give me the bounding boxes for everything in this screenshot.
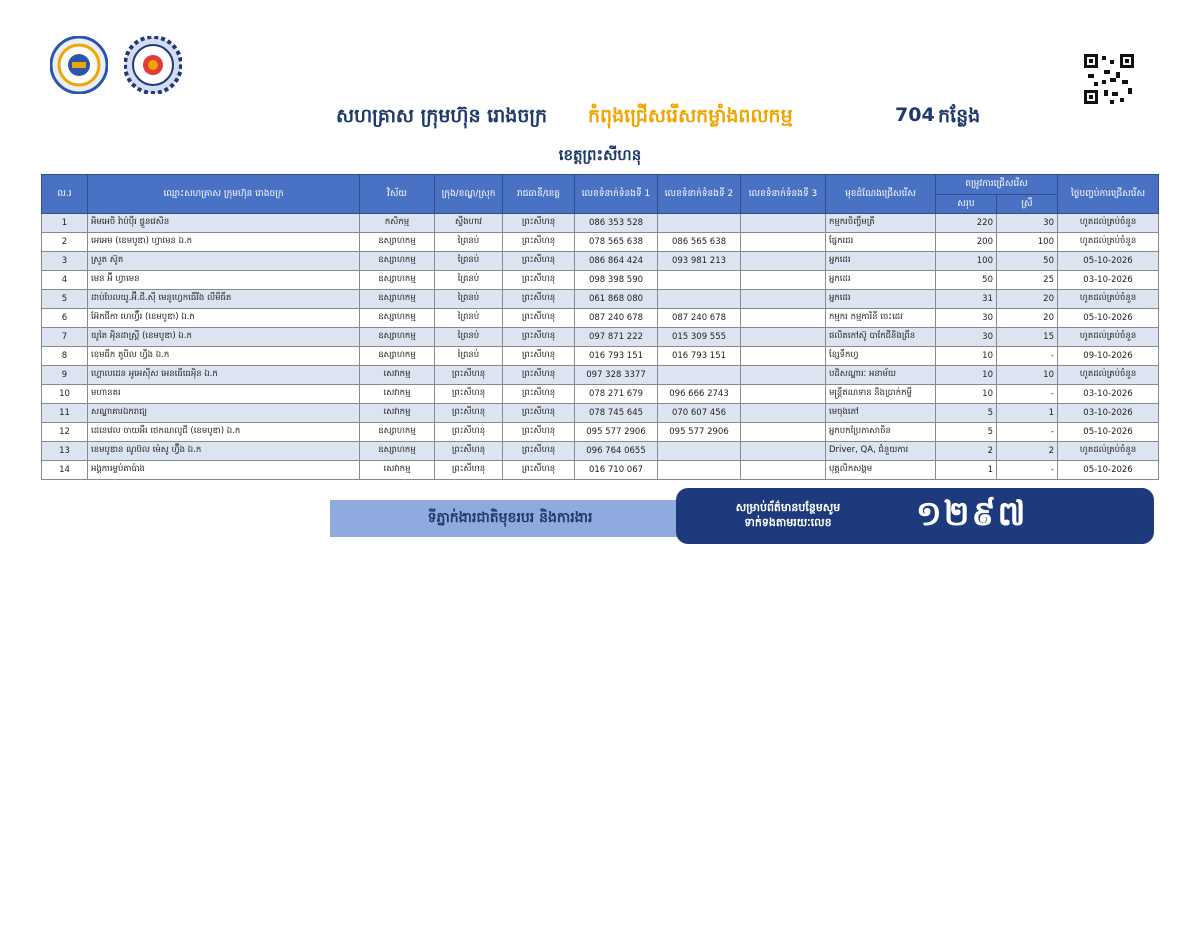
cell-province: ព្រះសីហនុ [503,423,575,442]
cell-position: អ្នកដេរ [826,252,936,271]
title-count: 704 [895,104,935,126]
cell-deadline: ហូតដល់គ្រប់ចំនួន [1058,328,1159,347]
cell-sector: សេវាកម្ម [360,404,435,423]
cell-district: ព្រះសីហនុ [435,385,503,404]
cell-total: 31 [936,290,997,309]
cell-district: ព្រៃនប់ [435,328,503,347]
cell-no: 8 [42,347,88,366]
cell-position: ផលិតកៅស៊ូ បាកែជីនិងព្រីន [826,328,936,347]
province-title: ខេត្តព្រះសីហនុ [558,146,642,164]
cell-total: 10 [936,366,997,385]
cell-deadline: ហូតដល់គ្រប់ចំនួន [1058,290,1159,309]
cell-deadline: 05-10-2026 [1058,461,1159,480]
cell-total: 200 [936,233,997,252]
cell-female: - [997,423,1058,442]
contact-line-1: សម្រាប់ព័ត៌មានបន្ថែមសូម [735,501,841,514]
cell-total: 30 [936,309,997,328]
cell-phone3[interactable] [741,271,826,290]
hotline-banner [676,488,1154,544]
cell-position: អ្នកដេរ [826,290,936,309]
cell-phone2[interactable]: 015 309 555 [658,328,741,347]
cell-total: 10 [936,347,997,366]
table-row [42,214,1159,233]
cell-sector: ឧស្សាហកម្ម [360,423,435,442]
cell-female: 1 [997,404,1058,423]
cell-district: ព្រៃនប់ [435,252,503,271]
cell-phone1[interactable]: 095 577 2906 [575,423,658,442]
cell-phone2[interactable] [658,442,741,461]
col-total: សរុប [936,195,997,214]
cell-district: ព្រៃនប់ [435,271,503,290]
cell-deadline: 03-10-2026 [1058,385,1159,404]
cell-female: 50 [997,252,1058,271]
cell-female: - [997,347,1058,366]
hotline-number[interactable]: ១២៩៧ [916,494,1028,534]
cell-province: ព្រះសីហនុ [503,328,575,347]
cell-sector: ឧស្សាហកម្ម [360,290,435,309]
cell-company: សណ្ឋាគារឯករាជ្យ [88,404,360,423]
cell-province: ព្រះសីហនុ [503,347,575,366]
cell-sector: ឧស្សាហកម្ម [360,328,435,347]
cell-total: 220 [936,214,997,233]
cell-phone1[interactable]: 061 868 080 [575,290,658,309]
cell-total: 5 [936,423,997,442]
cell-phone2[interactable]: 086 565 638 [658,233,741,252]
cell-no: 14 [42,461,88,480]
cell-phone3[interactable] [741,423,826,442]
cell-phone1[interactable]: 086 353 528 [575,214,658,233]
table-row [42,461,1159,480]
cell-sector: ឧស្សាហកម្ម [360,347,435,366]
cell-no: 4 [42,271,88,290]
cell-company: អិមអេចិ វ៉ាប៉ប៉ឺរ ផ្គួនវេសិន [88,214,360,233]
cell-company: ខេមធីក តូបិល ហ្វីង ឯ.ក [88,347,360,366]
title-recruiting: កំពុងជ្រើសរើសកម្លាំងពលកម្ម [588,105,793,127]
cell-company: ស្រួត ស៊ូត [88,252,360,271]
cell-company: យូតៃ អុិនដាស្ត្រី (ខេមបូឌា) ឯ.ក [88,328,360,347]
cell-province: ព្រះសីហនុ [503,385,575,404]
cell-deadline: ហូតដល់គ្រប់ចំនួន [1058,233,1159,252]
cell-female: - [997,385,1058,404]
job-table [41,174,1159,480]
cell-province: ព្រះសីហនុ [503,214,575,233]
cell-phone2[interactable]: 070 607 456 [658,404,741,423]
cell-phone3[interactable] [741,252,826,271]
col-phone3: លេខទំនាក់ទំនងទី 3 [741,175,826,214]
cell-phone3[interactable] [741,328,826,347]
cell-no: 13 [42,442,88,461]
cell-province: ព្រះសីហនុ [503,233,575,252]
cell-deadline: ហូតដល់គ្រប់ចំនួន [1058,214,1159,233]
cell-province: ព្រះសីហនុ [503,309,575,328]
contact-label [718,500,858,530]
cell-phone2[interactable]: 016 793 151 [658,347,741,366]
table-row [42,271,1159,290]
cell-total: 2 [936,442,997,461]
cell-sector: សេវាកម្ម [360,461,435,480]
cell-phone3[interactable] [741,366,826,385]
cell-phone3[interactable] [741,309,826,328]
cell-district: ព្រៃនប់ [435,233,503,252]
cell-district: ព្រះសីហនុ [435,442,503,461]
cell-phone2[interactable]: 095 577 2906 [658,423,741,442]
cell-phone2[interactable]: 096 666 2743 [658,385,741,404]
cell-female: 30 [997,214,1058,233]
cell-province: ព្រះសីហនុ [503,404,575,423]
col-female: ស្រី [997,195,1058,214]
cell-phone3[interactable] [741,385,826,404]
col-deadline: ថ្ងៃបញ្ចប់ការជ្រើសរើស [1058,175,1159,214]
title-unit: កន្លែង [938,105,981,127]
cell-sector: សេវាកម្ម [360,385,435,404]
cell-phone1[interactable]: 096 764 0655 [575,442,658,461]
cell-phone3[interactable] [741,290,826,309]
agency-gear-emblem-icon [124,36,182,94]
cell-female: 100 [997,233,1058,252]
cell-no: 10 [42,385,88,404]
cell-no: 12 [42,423,88,442]
col-recruit-count: តម្រូវការជ្រើសរើស [936,175,1058,195]
cell-sector: កសិកម្ម [360,214,435,233]
cell-total: 50 [936,271,997,290]
cell-total: 5 [936,404,997,423]
cell-female: - [997,461,1058,480]
cell-phone2[interactable] [658,214,741,233]
cell-phone3[interactable] [741,461,826,480]
table-row [42,347,1159,366]
cell-phone3[interactable] [741,214,826,233]
cell-position: កម្មករចិញ្ចឹមត្រី [826,214,936,233]
col-no: ល.រ [42,175,88,214]
cell-company: ដាប់បែលយូ.អ៊ី.ជី.ស៊ី មេនូហ្វេកធើរីង លីមីធីត [88,290,360,309]
cell-phone1[interactable]: 087 240 678 [575,309,658,328]
title-companies: សហគ្រាស ក្រុមហ៊ុន រោងចក្រ [336,105,548,127]
cell-phone2[interactable] [658,290,741,309]
cell-phone3[interactable] [741,347,826,366]
cell-phone3[interactable] [741,404,826,423]
cell-position: Driver, QA, ជំនួយការ [826,442,936,461]
cell-company: ហ្គោលដេន អូអេស៊ីស អេនធើធេអុិន ឯ.ក [88,366,360,385]
cell-phone2[interactable] [658,461,741,480]
table-row [42,252,1159,271]
cell-no: 6 [42,309,88,328]
col-sector: វិស័យ [360,175,435,214]
table-row [42,366,1159,385]
cell-sector: ឧស្សាហកម្ម [360,309,435,328]
cell-sector: ឧស្សាហកម្ម [360,442,435,461]
cell-position: អ្នកដេរ [826,271,936,290]
cell-female: 2 [997,442,1058,461]
cell-position: មន្ត្រីឥណទាន និងប្រាក់កម្ចី [826,385,936,404]
cell-female: 15 [997,328,1058,347]
cell-phone1[interactable]: 097 328 3377 [575,366,658,385]
agency-banner [330,500,690,537]
cell-female: 20 [997,290,1058,309]
table-row [42,233,1159,252]
cell-female: 10 [997,366,1058,385]
cell-phone1[interactable]: 016 710 067 [575,461,658,480]
cell-district: ព្រះសីហនុ [435,461,503,480]
col-district: ក្រុង/ខណ្ឌ/ស្រុក [435,175,503,214]
cell-position: អ្នកបកប្រែភាសាចិន [826,423,936,442]
cell-province: ព្រះសីហនុ [503,461,575,480]
cell-phone1[interactable]: 098 398 590 [575,271,658,290]
cell-company: ដេនេវេល ចាយអឺរ ថេកណលូជី (ខេមបូឌា) ឯ.ក [88,423,360,442]
cell-district: ព្រះសីហនុ [435,423,503,442]
table-row [42,309,1159,328]
col-position: មុខដំណែងជ្រើសរើស [826,175,936,214]
cell-phone1[interactable]: 078 745 645 [575,404,658,423]
cell-province: ព្រះសីហនុ [503,290,575,309]
cell-phone1[interactable]: 078 271 679 [575,385,658,404]
cell-position: កម្មករ កម្មការិនី ចេះដេរ [826,309,936,328]
cell-province: ព្រះសីហនុ [503,271,575,290]
cell-phone2[interactable] [658,366,741,385]
cell-province: ព្រះសីហនុ [503,252,575,271]
cell-position: បុគ្គលិកសង្គម [826,461,936,480]
col-company: ឈ្មោះសហគ្រាស ក្រុមហ៊ុន រោងចក្រ [88,175,360,214]
cell-phone3[interactable] [741,233,826,252]
cell-total: 30 [936,328,997,347]
table-row [42,442,1159,461]
col-province: រាជធានី/ខេត្ត [503,175,575,214]
cell-district: ព្រៃនប់ [435,290,503,309]
table-row [42,385,1159,404]
cell-deadline: ហូតដល់គ្រប់ចំនួន [1058,442,1159,461]
cell-no: 7 [42,328,88,347]
cell-company: មេន អ៊ី ហ្វាមេន [88,271,360,290]
cell-district: ស្ទឹងហាវ [435,214,503,233]
cell-province: ព្រះសីហនុ [503,442,575,461]
cell-company: អេអេម (ខេមបូឌា) ហ្វាមេន ឯ.ក [88,233,360,252]
cell-position: ផ្នែកដេរ [826,233,936,252]
cell-deadline: 05-10-2026 [1058,252,1159,271]
cell-position: មេចុងភៅ [826,404,936,423]
cell-no: 1 [42,214,88,233]
ministry-emblem-icon [50,36,108,94]
cell-deadline: 05-10-2026 [1058,423,1159,442]
cell-total: 1 [936,461,997,480]
cell-phone1[interactable]: 086 864 424 [575,252,658,271]
cell-phone1[interactable]: 078 565 638 [575,233,658,252]
cell-female: 25 [997,271,1058,290]
table-row [42,328,1159,347]
cell-sector: ឧស្សាហកម្ម [360,252,435,271]
qr-code-icon[interactable] [1082,52,1136,106]
cell-no: 5 [42,290,88,309]
agency-name: ទីភ្នាក់ងារជាតិមុខរបរ និងការងារ [427,510,593,526]
table-row [42,404,1159,423]
cell-deadline: ហូតដល់គ្រប់ចំនួន [1058,366,1159,385]
cell-phone2[interactable]: 087 240 678 [658,309,741,328]
cell-sector: ឧស្សាហកម្ម [360,233,435,252]
cell-female: 20 [997,309,1058,328]
cell-phone2[interactable]: 093 981 213 [658,252,741,271]
cell-company: មហានគរ [88,385,360,404]
cell-no: 9 [42,366,88,385]
cell-deadline: 09-10-2026 [1058,347,1159,366]
cell-sector: ឧស្សាហកម្ម [360,271,435,290]
cell-phone1[interactable]: 016 793 151 [575,347,658,366]
cell-deadline: 03-10-2026 [1058,271,1159,290]
page-title [0,104,1200,134]
col-phone1: លេខទំនាក់ទំនងទី 1 [575,175,658,214]
cell-company: អ៊ែកជីកា ហេហ្វ៊ឺរ (ខេមបូឌា) ឯ.ក [88,309,360,328]
cell-position: បដិសណ្ឋារៈ អនាម័យ [826,366,936,385]
cell-district: ព្រៃនប់ [435,309,503,328]
cell-total: 10 [936,385,997,404]
cell-district: ព្រះសីហនុ [435,404,503,423]
cell-total: 100 [936,252,997,271]
cell-deadline: 05-10-2026 [1058,309,1159,328]
cell-phone3[interactable] [741,442,826,461]
cell-province: ព្រះសីហនុ [503,366,575,385]
cell-deadline: 03-10-2026 [1058,404,1159,423]
col-phone2: លេខទំនាក់ទំនងទី 2 [658,175,741,214]
cell-company: ខេមបូឌាន ណូប៊ល ម៉េសូ ហ្វ៊ីង ឯ.ក [88,442,360,461]
table-row [42,290,1159,309]
cell-company: អង្គការម្លប់តាប៉ាង [88,461,360,480]
contact-line-2: ទាក់ទងតាមរយៈលេខ [744,516,832,529]
cell-district: ព្រៃនប់ [435,347,503,366]
cell-no: 3 [42,252,88,271]
cell-no: 11 [42,404,88,423]
table-row [42,423,1159,442]
cell-sector: សេវាកម្ម [360,366,435,385]
cell-phone1[interactable]: 097 871 222 [575,328,658,347]
cell-district: ព្រះសីហនុ [435,366,503,385]
cell-no: 2 [42,233,88,252]
cell-phone2[interactable] [658,271,741,290]
cell-position: ខ្សែទឹកហ្វ [826,347,936,366]
